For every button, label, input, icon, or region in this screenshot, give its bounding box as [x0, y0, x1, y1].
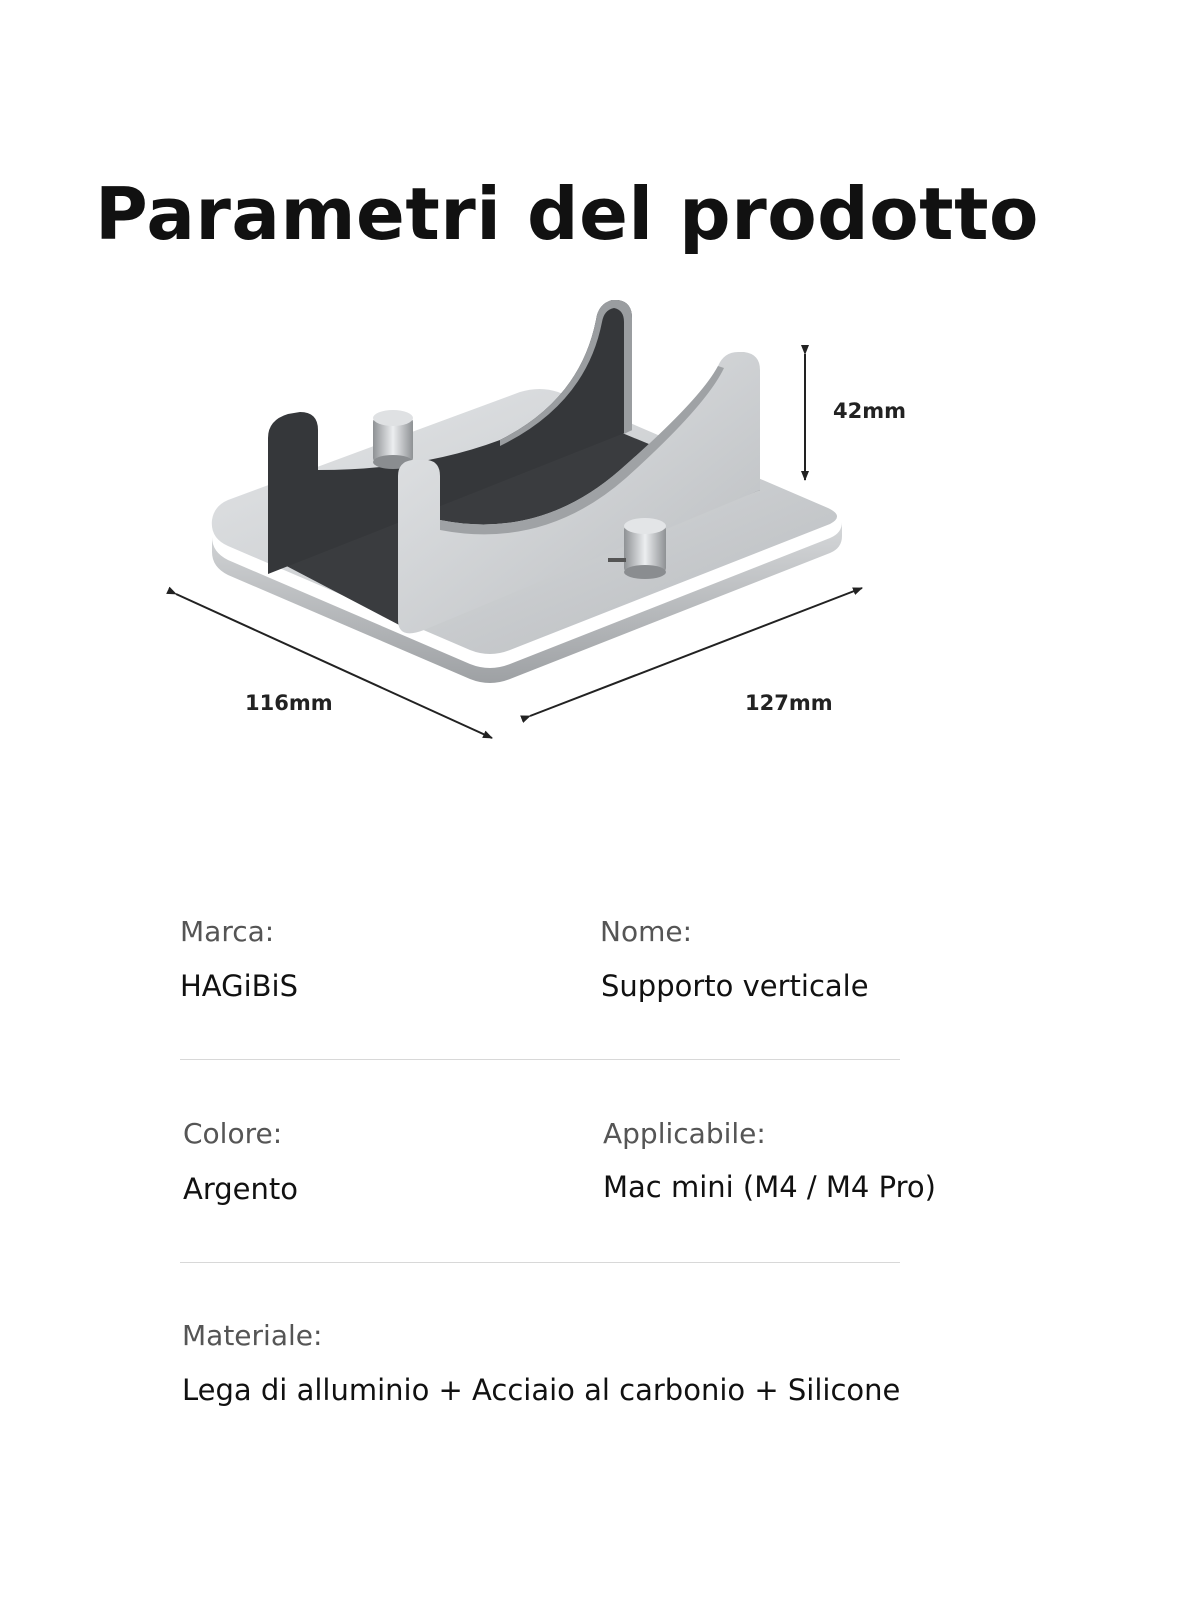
width-label: 127mm: [745, 691, 833, 715]
color-label: Colore:: [183, 1117, 283, 1150]
divider: [180, 1262, 900, 1263]
material-label: Materiale:: [182, 1319, 323, 1352]
color-value: Argento: [183, 1172, 298, 1206]
depth-label: 116mm: [245, 691, 333, 715]
material-value: Lega di alluminio + Acciaio al carbonio + Silicone: [182, 1373, 901, 1407]
brand-label: Marca:: [180, 915, 275, 948]
applicable-label: Applicabile:: [603, 1117, 766, 1150]
name-label: Nome:: [600, 915, 693, 948]
product-dimension-diagram: [0, 280, 1200, 760]
page-title: Parametri del prodotto: [95, 172, 1039, 256]
name-value: Supporto verticale: [601, 969, 869, 1003]
applicable-value: Mac mini (M4 / M4 Pro): [603, 1170, 936, 1204]
back-knob: [373, 410, 413, 469]
brand-value: HAGiBiS: [180, 969, 299, 1003]
divider: [180, 1059, 900, 1060]
height-label: 42mm: [833, 399, 906, 423]
